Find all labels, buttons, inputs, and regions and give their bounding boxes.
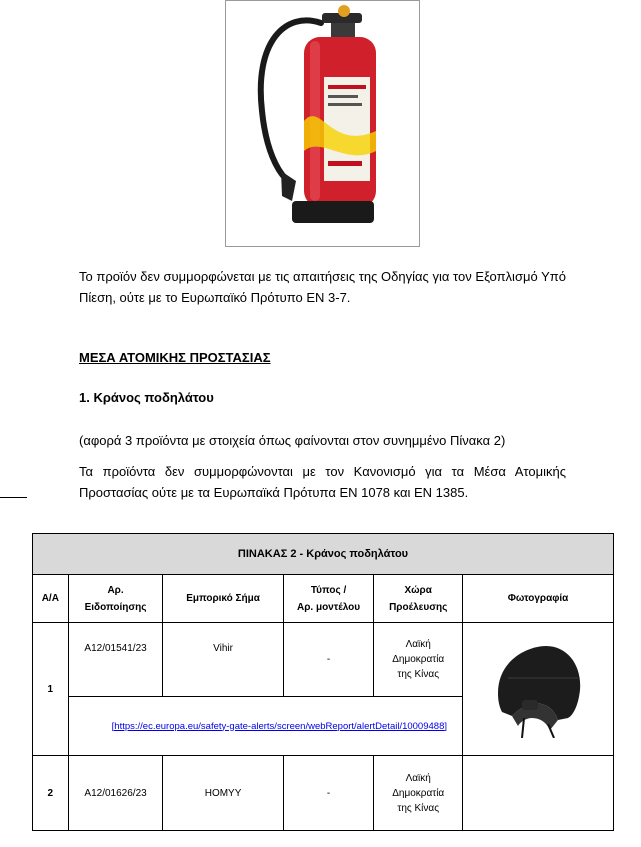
row-notification: A12/01541/23 — [68, 623, 163, 697]
fire-extinguisher-photo — [225, 0, 420, 247]
margin-line — [0, 497, 27, 498]
header-type — [283, 575, 374, 623]
row-country-line3: της Κίνας — [397, 802, 440, 814]
section-heading: ΜΕΣΑ ΑΤΟΜΙΚΗΣ ΠΡΟΣΤΑΣΙΑΣ — [79, 350, 271, 365]
header-type-line2: Αρ. μοντέλου — [296, 601, 361, 613]
header-notification-line2: Ειδοποίησης — [84, 601, 147, 613]
row-type: - — [283, 756, 374, 831]
note-paragraph: (αφορά 3 προϊόντα με στοιχεία όπως φαίνονται στον συνημμένο Πίνακα 2) — [79, 433, 506, 448]
row-country-line1: Λαϊκή — [405, 772, 431, 784]
table-row — [33, 756, 614, 831]
table-title-row — [33, 534, 614, 575]
row-country-line3: της Κίνας — [397, 669, 440, 680]
row-link-cell — [68, 697, 462, 756]
header-country-line1: Χώρα — [404, 584, 432, 596]
item-heading: 1. Κράνος ποδηλάτου — [79, 390, 214, 405]
row-country-line2: Δημοκρατία — [392, 654, 445, 665]
row-photo-empty — [463, 756, 614, 831]
header-notification — [68, 575, 163, 623]
header-country-line2: Προέλευσης — [389, 601, 448, 613]
header-country — [374, 575, 463, 623]
row-aa: 1 — [33, 623, 69, 756]
helmet-image — [488, 638, 588, 738]
header-aa: Α/Α — [33, 575, 69, 623]
safety-gate-link[interactable]: [https://ec.europa.eu/safety-gate-alerts/screen/webReport/alertDetail/10009488] — [111, 720, 447, 732]
statement-paragraph: Τα προϊόντα δεν συμμορφώνονται με τον Κανονισμό για τα Μέσα Ατομικής Προστασίας ούτε με τα Ευρωπαϊκά Πρότυπα ΕΝ 1078 και ΕΝ 1385. — [79, 464, 566, 500]
table-header-row — [33, 575, 614, 623]
row-type: - — [283, 623, 374, 697]
row-country — [374, 756, 463, 831]
helmet-photo-cell — [463, 623, 614, 756]
header-notification-line1: Αρ. — [107, 584, 124, 596]
row-brand: HOMYY — [163, 756, 283, 831]
header-photo: Φωτογραφία — [463, 575, 614, 623]
row-country-line2: Δημοκρατία — [392, 787, 445, 799]
fire-extinguisher-image — [226, 1, 420, 247]
table-row — [33, 623, 614, 697]
intro-paragraph: Το προϊόν δεν συμμορφώνεται με τις απαιτήσεις της Οδηγίας για τον Εξοπλισμό Υπό Πίεση, ούτε με το Ευρωπαϊκό Πρότυπο ΕΝ 3-7. — [79, 269, 566, 305]
table-title: ΠΙΝΑΚΑΣ 2 - Κράνος ποδηλάτου — [33, 534, 614, 575]
products-table — [32, 533, 614, 831]
row-brand: Vihir — [163, 623, 283, 697]
header-brand: Εμπορικό Σήμα — [163, 575, 283, 623]
row-aa: 2 — [33, 756, 69, 831]
row-country-line1: Λαϊκή — [405, 639, 431, 650]
row-notification: A12/01626/23 — [68, 756, 163, 831]
header-type-line1: Τύπος / — [310, 584, 347, 596]
row-country — [374, 623, 463, 697]
